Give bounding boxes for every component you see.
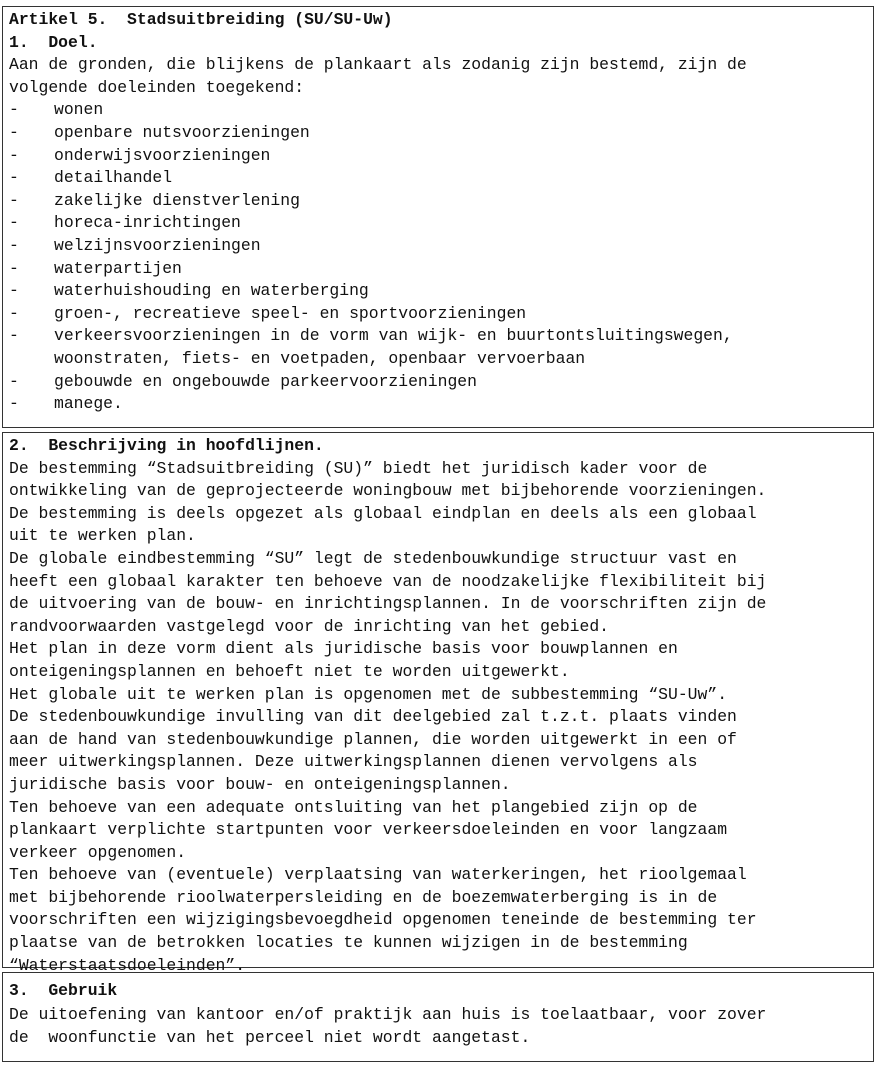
list-item-text: detailhandel <box>54 168 173 188</box>
section-2-body <box>9 458 867 978</box>
paragraph-line: Ten behoeve van (eventuele) verplaatsing van waterkeringen, het rioolgemaal <box>9 865 747 885</box>
list-item-text: onderwijsvoorzieningen <box>54 145 271 165</box>
list-item <box>9 122 867 145</box>
list-dash: - <box>9 122 19 142</box>
list-item <box>9 325 867 348</box>
intro-line: Aan de gronden, die blijkens de plankaart als zodanig zijn bestemd, zijn de <box>9 55 747 75</box>
list-item-text: groen-, recreatieve speel- en sportvoorzieningen <box>54 303 527 323</box>
list-item-text: wonen <box>54 100 104 120</box>
list-item-text: gebouwde en ongebouwde parkeervoorzieningen <box>54 371 477 391</box>
section-gebruik-box <box>2 972 874 1062</box>
list-item-text: waterhuishouding en waterberging <box>54 281 369 301</box>
list-item <box>9 258 867 281</box>
section-1-intro <box>9 54 867 99</box>
paragraph-line: “Waterstaatsdoeleinden”. <box>9 955 246 975</box>
section-3-body <box>9 1003 867 1050</box>
list-dash: - <box>9 326 19 346</box>
list-dash: - <box>9 371 19 391</box>
paragraph-line: verkeer opgenomen. <box>9 842 187 862</box>
paragraph-line: voorschriften een wijzigingsbevoegdheid opgenomen teneinde de bestemming ter <box>9 910 757 930</box>
list-item <box>9 212 867 235</box>
list-dash: - <box>9 145 19 165</box>
list-item-continuation <box>9 348 867 371</box>
intro-line: volgende doeleinden toegekend: <box>9 77 305 97</box>
list-item <box>9 303 867 326</box>
list-item-text: waterpartijen <box>54 258 182 278</box>
list-item-text: verkeersvoorzieningen in de vorm van wijk- en buurtontsluitingswegen, <box>54 326 733 346</box>
paragraph-line: De bestemming “Stadsuitbreiding (SU)” biedt het juridisch kader voor de <box>9 458 708 478</box>
list-item <box>9 190 867 213</box>
section-2-heading: 2. Beschrijving in hoofdlijnen. <box>9 436 324 455</box>
list-item-text: zakelijke dienstverlening <box>54 190 300 210</box>
paragraph-line: juridische basis voor bouw- en onteigeningsplannen. <box>9 774 511 794</box>
paragraph-line: Het globale uit te werken plan is opgenomen met de subbestemming “SU-Uw”. <box>9 684 728 704</box>
list-item-text: woonstraten, fiets- en voetpaden, openbaar vervoerbaan <box>54 348 586 368</box>
list-dash: - <box>9 235 19 255</box>
list-item <box>9 167 867 190</box>
list-item-text: manege. <box>54 394 123 414</box>
list-dash: - <box>9 281 19 301</box>
list-dash: - <box>9 168 19 188</box>
paragraph-line: met bijbehorende rioolwaterpersleiding en de boezemwaterberging is in de <box>9 887 718 907</box>
list-item-text: horeca-inrichtingen <box>54 213 241 233</box>
list-item <box>9 393 867 416</box>
list-dash: - <box>9 213 19 233</box>
list-dash: - <box>9 394 19 414</box>
paragraph-line: De uitoefening van kantoor en/of praktijk aan huis is toelaatbaar, voor zover <box>9 1004 767 1024</box>
list-dash: - <box>9 258 19 278</box>
list-dash: - <box>9 190 19 210</box>
paragraph-line: De bestemming is deels opgezet als globaal eindplan en deels als een globaal <box>9 503 757 523</box>
paragraph-line: randvoorwaarden vastgelegd voor de inrichting van het gebied. <box>9 616 609 636</box>
paragraph-line: meer uitwerkingsplannen. Deze uitwerkingsplannen dienen vervolgens als <box>9 752 698 772</box>
paragraph-line: plaatse van de betrokken locaties te kunnen wijzigen in de bestemming <box>9 933 688 953</box>
paragraph-line: Ten behoeve van een adequate ontsluiting van het plangebied zijn op de <box>9 797 698 817</box>
list-item <box>9 235 867 258</box>
list-dash: - <box>9 100 19 120</box>
list-item <box>9 99 867 122</box>
list-item <box>9 371 867 394</box>
article-heading: Artikel 5. Stadsuitbreiding (SU/SU-Uw) <box>9 10 393 29</box>
paragraph-line: Het plan in deze vorm dient als juridische basis voor bouwplannen en <box>9 639 678 659</box>
doel-list <box>9 99 867 415</box>
paragraph-line: de uitvoering van de bouw- en inrichtingsplannen. In de voorschriften zijn de <box>9 594 767 614</box>
list-item <box>9 145 867 168</box>
paragraph-line: onteigeningsplannen en behoeft niet te worden uitgewerkt. <box>9 661 570 681</box>
paragraph-line: aan de hand van stedenbouwkundige plannen, die worden uitgewerkt in een of <box>9 729 737 749</box>
section-beschrijving-box <box>2 432 874 975</box>
paragraph-line: De globale eindbestemming “SU” legt de stedenbouwkundige structuur vast en <box>9 548 737 568</box>
list-dash: - <box>9 303 19 323</box>
list-item-text: welzijnsvoorzieningen <box>54 235 261 255</box>
paragraph-line: plankaart verplichte startpunten voor verkeersdoeleinden en voor langzaam <box>9 820 728 840</box>
list-item-text: openbare nutsvoorzieningen <box>54 122 310 142</box>
list-item <box>9 280 867 303</box>
section-3-heading: 3. Gebruik <box>9 981 118 1000</box>
paragraph-line: ontwikkeling van de geprojecteerde woningbouw met bijbehorende voorzieningen. <box>9 481 767 501</box>
paragraph-line: De stedenbouwkundige invulling van dit deelgebied zal t.z.t. plaats vinden <box>9 707 737 727</box>
paragraph-line: de woonfunctie van het perceel niet wordt aangetast. <box>9 1028 531 1047</box>
section-1-heading: 1. Doel. <box>9 32 98 52</box>
section-doel-box <box>2 6 874 428</box>
paragraph-line: heeft een globaal karakter ten behoeve van de noodzakelijke flexibiliteit bij <box>9 571 767 591</box>
paragraph-line: uit te werken plan. <box>9 526 196 546</box>
